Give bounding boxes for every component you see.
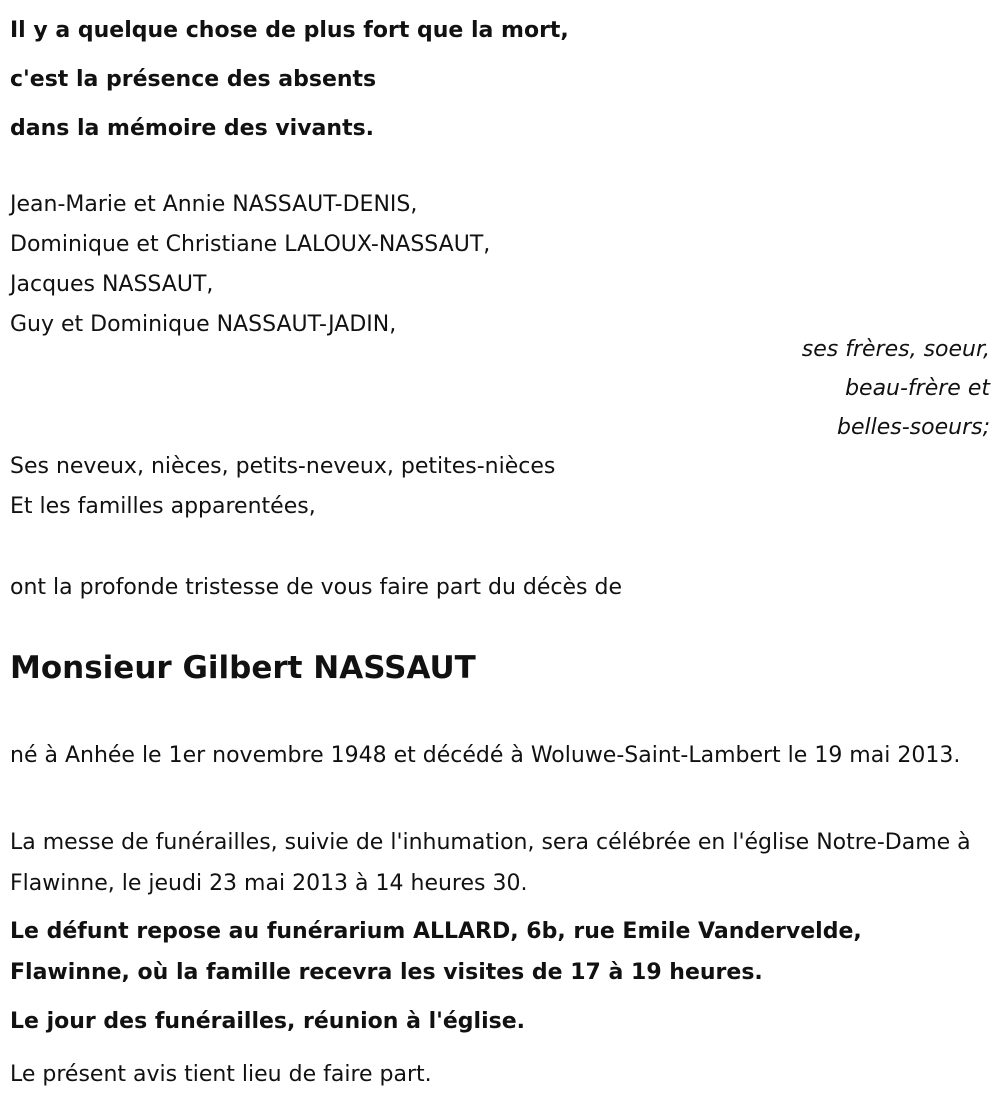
quote-line: dans la mémoire des vivants. xyxy=(10,116,375,141)
epitaph-quote xyxy=(10,6,569,153)
deceased-name: Monsieur Gilbert NASSAUT xyxy=(10,650,476,686)
family-member: Jean-Marie et Annie NASSAUT-DENIS, xyxy=(10,192,418,217)
relation-line: belles-soeurs; xyxy=(837,415,990,440)
relatives-line: Et les familles apparentées, xyxy=(10,494,316,519)
relation-note xyxy=(802,330,990,447)
family-member: Dominique et Christiane LALOUX-NASSAUT, xyxy=(10,232,491,257)
family-member: Guy et Dominique NASSAUT-JADIN, xyxy=(10,312,397,337)
family-member: Jacques NASSAUT, xyxy=(10,272,214,297)
birth-death-info: né à Anhée le 1er novembre 1948 et décédé à Woluwe-Saint-Lambert le 19 mai 2013. xyxy=(10,743,961,768)
funeral-mass-info: La messe de funérailles, suivie de l'inhumation, sera célébrée en l'église Notre-Dame à Flawinne, le jeudi 23 mai 2013 à 14 heures 30. xyxy=(10,830,971,896)
relation-line: beau-frère et xyxy=(845,376,990,401)
quote-line: Il y a quelque chose de plus fort que la mort, xyxy=(10,18,569,43)
announcement-intro: ont la profonde tristesse de vous faire part du décès de xyxy=(10,575,622,600)
relation-line: ses frères, soeur, xyxy=(801,337,990,362)
quote-line: c'est la présence des absents xyxy=(10,67,377,92)
family-list xyxy=(10,185,490,345)
closing-note: Le présent avis tient lieu de faire part. xyxy=(10,1062,432,1087)
meeting-info: Le jour des funérailles, réunion à l'église. xyxy=(10,1009,525,1034)
funerarium-info: Le défunt repose au funérarium ALLARD, 6b, rue Emile Vandervelde, Flawinne, où la famille recevra les visites de 17 à 19 heures. xyxy=(10,919,862,985)
other-relatives xyxy=(10,447,555,527)
relatives-line: Ses neveux, nièces, petits-neveux, petites-nièces xyxy=(10,454,556,479)
